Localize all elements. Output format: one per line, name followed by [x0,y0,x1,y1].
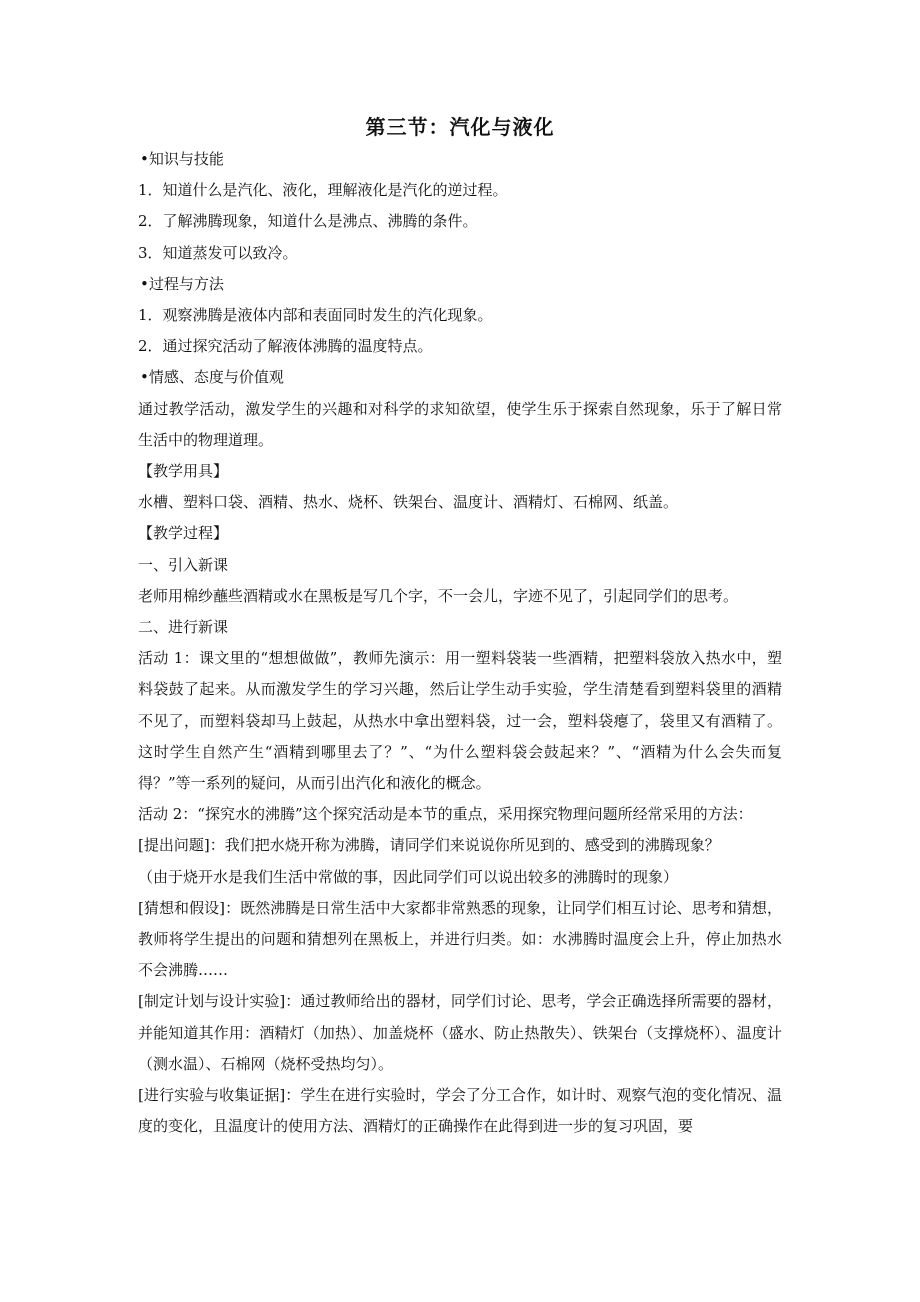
teaching-tools-heading: 【教学用具】 [138,462,229,481]
section-heading-attitude: •情感、态度与价值观 [140,368,284,387]
section-heading-knowledge: •知识与技能 [140,150,224,168]
objective-line: 1．知道什么是汽化、液化，理解液化是汽化的逆过程。 [138,181,508,200]
intro-paragraph: 老师用棉纱蘸些酒精或水在黑板是写几个字，不一会儿，字迹不见了，引起同学们的思考。 [138,586,739,605]
intro-heading: 一、引入新课 [138,555,229,574]
document-page [138,112,782,1143]
objective-line: 1．观察沸腾是液体内部和表面同时发生的汽化现象。 [138,306,493,325]
document-body [138,144,782,1143]
section-heading-process: •过程与方法 [140,274,224,293]
activity-1-paragraph: 活动 1：课文里的“想想做做”，教师先演示：用一塑料袋装一些酒精，把塑料袋放入热水中，塑料袋鼓了起来。从而激发学生的学习兴趣，然后让学生动手实验，学生清楚看到塑料袋里的酒精不见了，而塑料袋却马上鼓起，从热水中拿出塑料袋，过一会，塑料袋瘪了，袋里又有酒精了。这时学生自然产生“酒精到哪里去了？”、“为什么塑料袋会鼓起来？”、“酒精为什么会失而复得？”等一系列的疑问，从而引出汽化和液化的概念。 [138,649,782,793]
new-lesson-heading: 二、进行新课 [138,618,229,637]
conduct-experiment-paragraph: [进行实验与收集证据]：学生在进行实验时，学会了分工合作，如计时、观察气泡的变化情况、温度的变化，且温度计的使用方法、酒精灯的正确操作在此得到进一步的复习巩固，要 [138,1086,782,1136]
objective-line: 3．知道蒸发可以致冷。 [138,243,298,262]
attitude-paragraph: 通过教学活动，激发学生的兴趣和对科学的求知欲望，使学生乐于探索自然现象，乐于了解日常生活中的物理道理。 [138,399,782,449]
raise-question-note: （由于烧开水是我们生活中常做的事，因此同学们可以说出较多的沸腾时的现象） [138,867,679,886]
hypothesis-paragraph: [猜想和假设]：既然沸腾是日常生活中大家都非常熟悉的现象，让同学们相互讨论、思考和猜想，教师将学生提出的问题和猜想列在黑板上，并进行归类。如：水沸腾时温度会上升，停止加热水不会沸腾…… [138,898,782,980]
teaching-process-heading: 【教学过程】 [138,524,229,543]
teaching-tools-list: 水槽、塑料口袋、酒精、热水、烧杯、铁架台、温度计、酒精灯、石棉网、纸盖。 [138,493,679,512]
raise-question-paragraph: [提出问题]：我们把水烧开称为沸腾，请同学们来说说你所见到的、感受到的沸腾现象？ [138,836,720,855]
activity-2-paragraph: 活动 2：“探究水的沸腾”这个探究活动是本节的重点，采用探究物理问题所经常采用的方法： [138,805,753,824]
objective-line: 2．通过探究活动了解液体沸腾的温度特点。 [138,337,433,356]
plan-experiment-paragraph: [制定计划与设计实验]：通过教师给出的器材，同学们讨论、思考，学会正确选择所需要的器材，并能知道其作用：酒精灯（加热）、加盖烧杯（盛水、防止热散失）、铁架台（支撑烧杯）、温度计（测水温）、石棉网（烧杯受热均匀）。 [138,992,782,1073]
document-title: 第三节：汽化与液化 [365,115,555,139]
objective-line: 2．了解沸腾现象，知道什么是沸点、沸腾的条件。 [138,212,478,231]
